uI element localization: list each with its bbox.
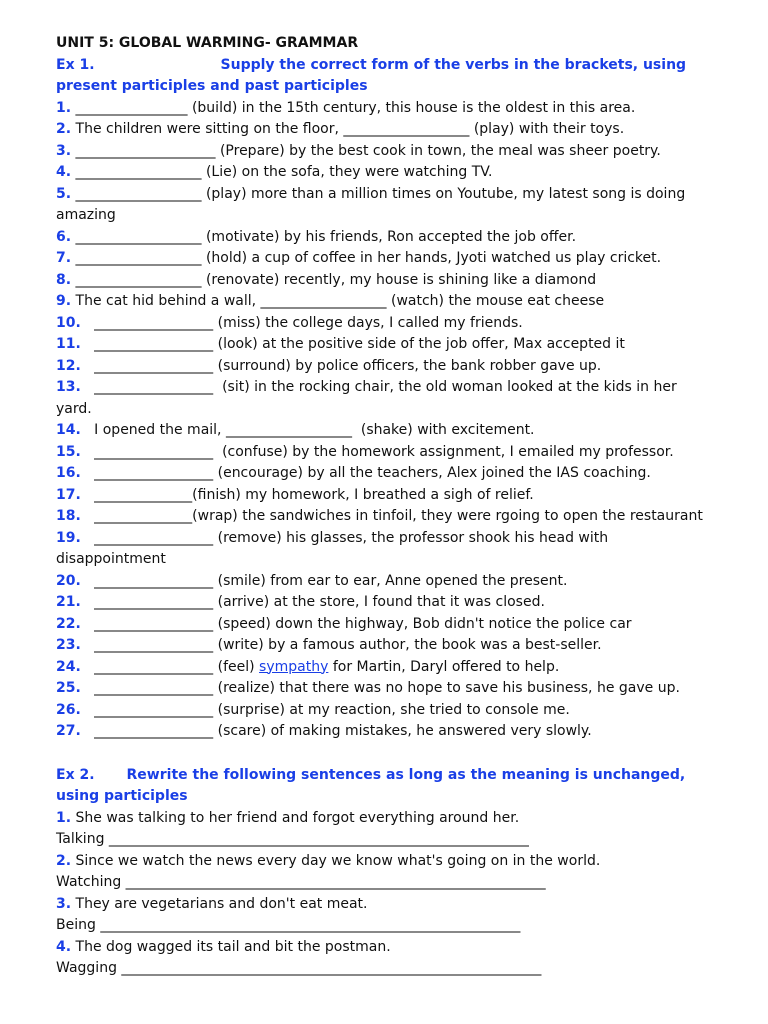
item-number: 6. [56, 228, 72, 245]
ex2-item [56, 894, 746, 916]
item-number: 20. [56, 572, 81, 589]
item-text: __________________ (renovate) recently, my house is shining like a diamond [71, 271, 597, 288]
ex1-heading [56, 55, 746, 77]
item-text: _________________ (write) by a famous author, the book was a best-seller. [80, 637, 602, 653]
item-number: 27. [56, 723, 81, 739]
ex1-item [56, 98, 746, 120]
ex1-instruction-1: Supply the correct form of the verbs in the brackets, using [220, 56, 687, 73]
ex1-instruction-2: present participles and past participles [56, 78, 368, 94]
item-text: __________________ (play) more than a million times on Youtube, my latest song is doing [71, 185, 686, 202]
ex2-item [56, 851, 746, 873]
item-number: 1. [56, 99, 72, 116]
answer-line: Watching ____________________________________________________________ [56, 874, 546, 890]
item-number: 24. [56, 658, 81, 675]
item-number: 18. [56, 508, 81, 524]
item-number: 3. [56, 142, 72, 159]
ex2-instruction-2: using participles [56, 788, 188, 804]
item-text: ____________________ (Prepare) by the best cook in town, the meal was sheer poetry. [71, 142, 661, 159]
ex1-item [56, 162, 746, 184]
ex1-item [56, 592, 746, 614]
ex1-item [56, 141, 746, 163]
item-number: 13. [56, 379, 81, 395]
ex1-item [56, 528, 746, 550]
item-text: __________________ (Lie) on the sofa, they were watching TV. [71, 164, 493, 180]
ex1-item [56, 657, 746, 679]
ex1-item [56, 635, 746, 657]
ex1-item [56, 270, 746, 292]
item-continuation: disappointment [56, 551, 166, 567]
item-number: 8. [56, 271, 72, 288]
item-text: _________________ (speed) down the highway, Bob didn't notice the police car [80, 615, 632, 632]
item-number: 2. [56, 121, 72, 137]
item-number: 25. [56, 680, 81, 696]
ex1-item [56, 291, 746, 313]
item-text: Since we watch the news every day we know what's going on in the world. [71, 852, 601, 869]
item-number: 5. [56, 185, 72, 202]
ex1-item [56, 442, 746, 464]
item-text: ________________ (build) in the 15th century, this house is the oldest in this area. [71, 99, 636, 116]
item-number: 15. [56, 443, 81, 460]
ex1-item [56, 506, 746, 528]
item-number: 26. [56, 701, 81, 718]
item-text: _________________ (look) at the positive side of the job offer, Max accepted it [80, 336, 625, 352]
item-number: 14. [56, 422, 81, 438]
item-number: 12. [56, 357, 81, 374]
item-text: __________________ (hold) a cup of coffee in her hands, Jyoti watched us play cricket. [71, 250, 662, 266]
item-number: 19. [56, 529, 81, 546]
item-number: 1. [56, 809, 72, 826]
ex1-item [56, 485, 746, 507]
ex1-item [56, 119, 746, 141]
item-text: _________________ (surround) by police officers, the bank robber gave up. [80, 357, 602, 374]
ex2-item [56, 937, 746, 959]
item-number: 7. [56, 250, 72, 266]
ex1-item [56, 313, 746, 335]
ex1-item [56, 678, 746, 700]
ex1-item [56, 248, 746, 270]
item-continuation: amazing [56, 207, 116, 223]
item-text: _________________ (arrive) at the store, I found that it was closed. [80, 594, 545, 610]
item-number: 4. [56, 938, 72, 955]
item-text: _________________ (sit) in the rocking chair, the old woman looked at the kids in her [80, 379, 677, 395]
item-text: They are vegetarians and don't eat meat. [71, 895, 368, 912]
item-continuation: yard. [56, 400, 92, 417]
item-text: _________________ (surprise) at my reaction, she tried to console me. [80, 701, 570, 718]
item-text: The cat hid behind a wall, __________________ (watch) the mouse eat cheese [71, 293, 605, 309]
item-text-after: for Martin, Daryl offered to help. [328, 658, 560, 675]
ex1-item [56, 356, 746, 378]
item-number: 21. [56, 594, 81, 610]
ex1-list [56, 98, 746, 743]
ex1-item [56, 700, 746, 722]
item-text: ______________(finish) my homework, I breathed a sigh of relief. [80, 486, 534, 503]
item-text: _________________ (scare) of making mistakes, he answered very slowly. [80, 723, 592, 739]
item-number: 11. [56, 336, 81, 352]
item-number: 17. [56, 486, 81, 503]
item-text: _________________ (smile) from ear to ear, Anne opened the present. [80, 572, 568, 589]
item-number: 16. [56, 465, 81, 481]
ex2-label: Ex 2. [56, 766, 95, 783]
ex1-item [56, 227, 746, 249]
item-number: 9. [56, 293, 72, 309]
ex1-item [56, 184, 746, 206]
ex2-list [56, 808, 746, 980]
item-number: 3. [56, 895, 72, 912]
ex1-item [56, 721, 746, 743]
ex1-item [56, 614, 746, 636]
item-text: _________________ (encourage) by all the teachers, Alex joined the IAS coaching. [80, 465, 651, 481]
ex2-instruction-1: Rewrite the following sentences as long as the meaning is unchanged, [126, 766, 686, 783]
item-text: I opened the mail, __________________ (shake) with excitement. [80, 422, 535, 438]
item-text: _________________ (realize) that there was no hope to save his business, he gave up. [80, 680, 680, 696]
item-text: ______________(wrap) the sandwiches in tinfoil, they were rgoing to open the restaurant [80, 508, 703, 524]
item-number: 2. [56, 852, 72, 869]
item-text: She was talking to her friend and forgot everything around her. [71, 809, 520, 826]
item-text: _________________ (feel) [80, 658, 260, 675]
answer-line: Wagging ____________________________________________________________ [56, 960, 542, 976]
item-text: The children were sitting on the floor, __________________ (play) with their toys. [71, 121, 625, 137]
ex1-item [56, 420, 746, 442]
ex1-item [56, 571, 746, 593]
ex1-item [56, 377, 746, 399]
item-text: The dog wagged its tail and bit the postman. [71, 938, 391, 955]
item-text: _________________ (confuse) by the homework assignment, I emailed my professor. [80, 443, 674, 460]
ex2-heading [56, 765, 746, 787]
answer-line: Being ____________________________________________________________ [56, 917, 521, 933]
ex1-label: Ex 1. [56, 56, 95, 73]
sympathy-link[interactable]: sympathy [259, 658, 329, 675]
ex1-item [56, 334, 746, 356]
item-number: 23. [56, 637, 81, 653]
answer-line: Talking ____________________________________________________________ [56, 831, 529, 847]
item-text: _________________ (miss) the college days, I called my friends. [80, 314, 523, 331]
item-number: 4. [56, 164, 72, 180]
item-text: __________________ (motivate) by his friends, Ron accepted the job offer. [71, 228, 577, 245]
ex2-item [56, 808, 746, 830]
worksheet [56, 33, 746, 980]
item-number: 10. [56, 314, 81, 331]
page-title: UNIT 5: GLOBAL WARMING- GRAMMAR [56, 35, 359, 51]
item-number: 22. [56, 615, 81, 632]
item-text: _________________ (remove) his glasses, the professor shook his head with [80, 529, 609, 546]
ex1-item [56, 463, 746, 485]
